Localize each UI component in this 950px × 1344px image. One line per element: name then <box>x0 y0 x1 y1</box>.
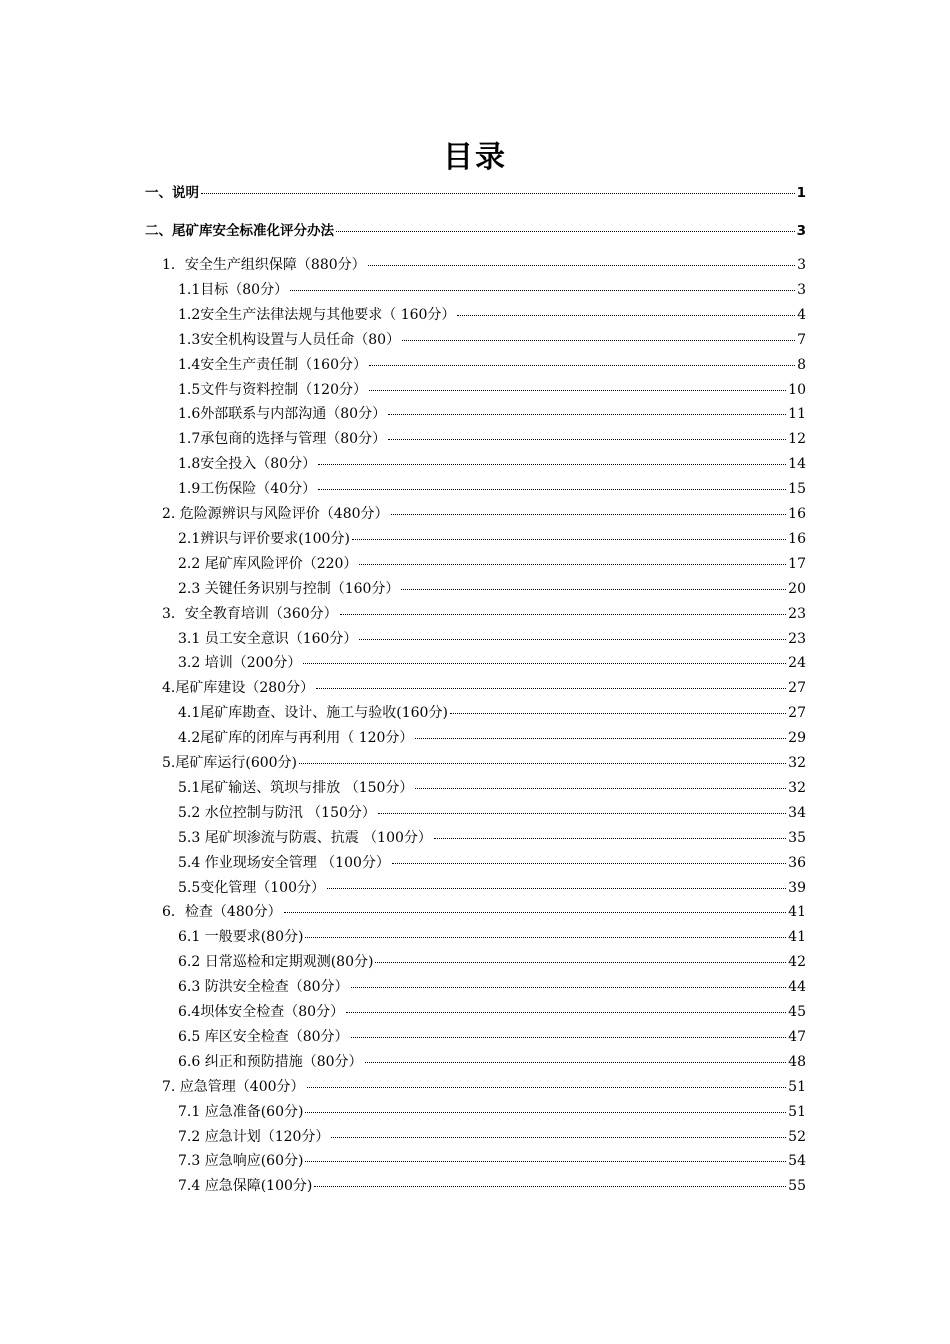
toc-entry-page: 23 <box>788 605 806 622</box>
toc-entry-page: 35 <box>788 829 806 846</box>
toc-entry-title: 6.4坝体安全检查（80分） <box>178 1004 345 1020</box>
toc-entry[interactable] <box>178 554 806 574</box>
toc-entry-title: 1.6外部联系与内部沟通（80分） <box>178 406 387 423</box>
toc-entry-page: 7 <box>797 331 806 348</box>
toc-entry-title: 4.2尾矿库的闭库与再利用（ 120分） <box>178 730 414 747</box>
toc-entry-title: 1.7承包商的选择与管理（80分） <box>178 431 387 448</box>
toc-leader-dots <box>369 365 795 366</box>
toc-entry[interactable] <box>162 753 806 773</box>
toc-entry-title: 7.3 应急响应(60分) <box>178 1153 304 1170</box>
toc-entry[interactable] <box>178 828 806 848</box>
toc-entry-title: 4.尾矿库建设（280分） <box>162 680 315 697</box>
toc-leader-dots <box>415 738 786 739</box>
toc-entry[interactable] <box>178 429 806 449</box>
toc-leader-dots <box>327 888 786 889</box>
toc-leader-dots <box>201 193 795 194</box>
toc-leader-dots <box>359 639 786 640</box>
toc-entry-title: 1.8安全投入（80分） <box>178 456 317 473</box>
toc-entry[interactable] <box>145 221 806 241</box>
toc-entry-title: 3.2 培训（200分） <box>178 655 302 672</box>
toc-entry-title: 2.1辨识与评价要求(100分) <box>178 530 350 547</box>
toc-entry-title: 一、说明 <box>145 185 199 201</box>
toc-entry-page: 41 <box>788 904 806 921</box>
toc-entry-title: 6.3 防洪安全检查（80分） <box>178 979 349 996</box>
toc-entry-title: 7. 应急管理（400分） <box>162 1078 305 1095</box>
toc-entry-page: 16 <box>788 506 806 522</box>
toc-entry-title: 5.5变化管理（100分） <box>178 879 325 896</box>
toc-entry[interactable] <box>178 454 806 474</box>
toc-entry-title: 7.4 应急保障(100分) <box>178 1178 313 1195</box>
toc-entry-title: 二、尾矿库安全标准化评分办法 <box>145 223 334 239</box>
toc-entry[interactable] <box>162 902 806 922</box>
toc-entry-title: 5.3 尾矿坝渗流与防震、抗震 （100分） <box>178 829 432 846</box>
toc-entry[interactable] <box>162 678 806 698</box>
toc-entry[interactable] <box>178 629 806 649</box>
toc-entry-page: 3 <box>796 223 806 239</box>
toc-entry[interactable] <box>162 1077 806 1097</box>
toc-leader-dots <box>284 912 787 913</box>
toc-leader-dots <box>434 838 786 839</box>
toc-entry-page: 12 <box>788 431 806 448</box>
toc-entry[interactable] <box>178 778 806 798</box>
toc-entry[interactable] <box>178 479 806 499</box>
toc-entry-page: 27 <box>788 705 806 722</box>
toc-entry-title: 5.1尾矿输送、筑坝与排放 （150分） <box>178 779 414 796</box>
toc-entry[interactable] <box>178 404 806 424</box>
toc-entry[interactable] <box>162 604 806 624</box>
toc-leader-dots <box>336 231 795 232</box>
toc-leader-dots <box>305 1112 786 1113</box>
toc-entry[interactable] <box>178 977 806 997</box>
toc-entry-page: 14 <box>788 456 806 473</box>
toc-entry[interactable] <box>178 853 806 873</box>
toc-entry-page: 23 <box>788 630 806 647</box>
toc-leader-dots <box>318 489 786 490</box>
toc-entry[interactable] <box>178 305 806 325</box>
toc-leader-dots <box>457 315 795 316</box>
toc-entry-page: 47 <box>788 1028 806 1045</box>
toc-entry-title: 6．检查（480分） <box>162 904 282 921</box>
toc-entry[interactable] <box>178 703 806 723</box>
toc-entry[interactable] <box>178 1127 806 1147</box>
toc-leader-dots <box>351 987 787 988</box>
toc-entry-page: 24 <box>788 655 806 672</box>
toc-entry-title: 6.2 日常巡检和定期观测(80分) <box>178 954 374 971</box>
toc-entry[interactable] <box>162 255 806 275</box>
toc-leader-dots <box>388 439 786 440</box>
toc-entry[interactable] <box>178 653 806 673</box>
toc-entry-page: 27 <box>788 680 806 697</box>
toc-entry[interactable] <box>178 330 806 350</box>
toc-entry[interactable] <box>178 529 806 549</box>
toc-leader-dots <box>368 265 795 266</box>
toc-entry-page: 52 <box>788 1128 806 1145</box>
toc-leader-dots <box>375 962 786 963</box>
toc-entry[interactable] <box>162 504 806 524</box>
toc-entry-title: 5.2 水位控制与防汛 （150分） <box>178 804 376 821</box>
toc-leader-dots <box>378 813 786 814</box>
toc-entry-title: 1.2安全生产法律法规与其他要求（ 160分） <box>178 306 456 323</box>
toc-leader-dots <box>365 1062 787 1063</box>
toc-entry[interactable] <box>178 1176 806 1196</box>
toc-leader-dots <box>359 564 786 565</box>
toc-entry-title: 2.3 关键任务识别与控制（160分） <box>178 580 400 597</box>
toc-leader-dots <box>346 1012 786 1013</box>
toc-entry-page: 45 <box>788 1004 806 1020</box>
toc-entry-title: 5.尾矿库运行(600分) <box>162 755 298 771</box>
toc-leader-dots <box>303 663 786 664</box>
toc-entry[interactable] <box>178 728 806 748</box>
toc-entry-title: 4.1尾矿库勘查、设计、施工与验收(160分) <box>178 705 448 722</box>
toc-entry-page: 36 <box>788 854 806 871</box>
toc-leader-dots <box>299 763 786 764</box>
toc-entry-page: 3 <box>797 257 806 273</box>
toc-entry-page: 29 <box>788 730 806 747</box>
toc-entry-page: 17 <box>788 555 806 572</box>
toc-entry-page: 10 <box>788 381 806 398</box>
toc-leader-dots <box>351 1037 787 1038</box>
toc-entry-page: 3 <box>797 281 806 298</box>
toc-entry-title: 7.1 应急准备(60分) <box>178 1103 304 1120</box>
toc-entry-title: 2.2 尾矿库风险评价（220） <box>178 555 358 572</box>
toc-leader-dots <box>331 1137 786 1138</box>
toc-leader-dots <box>388 414 786 415</box>
toc-entry[interactable] <box>178 280 806 300</box>
toc-leader-dots <box>307 1087 787 1088</box>
toc-leader-dots <box>318 464 786 465</box>
toc-entry-page: 54 <box>788 1153 806 1170</box>
toc-entry-title: 1.5文件与资料控制（120分） <box>178 381 367 398</box>
toc-entry-page: 11 <box>788 406 806 423</box>
toc-entry-page: 39 <box>788 879 806 896</box>
toc-entry-page: 51 <box>788 1103 806 1120</box>
toc-entry-page: 20 <box>788 580 806 597</box>
toc-entry-page: 8 <box>797 356 806 373</box>
toc-leader-dots <box>305 1161 786 1162</box>
toc-entry-page: 55 <box>788 1178 806 1195</box>
page-title: 目录 <box>443 140 507 175</box>
toc-entry-title: 3.1 员工安全意识（160分） <box>178 630 358 647</box>
toc-entry[interactable] <box>178 878 806 898</box>
toc-entry[interactable] <box>178 355 806 375</box>
toc-entry-title: 1.4安全生产责任制（160分） <box>178 356 367 373</box>
toc-leader-dots <box>402 340 795 341</box>
toc-entry-page: 42 <box>788 954 806 971</box>
toc-entry-page: 15 <box>788 481 806 498</box>
toc-entry[interactable] <box>178 579 806 599</box>
toc-entry[interactable] <box>178 1052 806 1072</box>
toc-entry-page: 32 <box>788 755 806 771</box>
toc-entry-page: 16 <box>788 530 806 547</box>
toc-entry-title: 2. 危险源辨识与风险评价（480分） <box>162 506 389 522</box>
toc-leader-dots <box>450 713 786 714</box>
toc-entry[interactable] <box>178 927 806 947</box>
toc-entry-page: 51 <box>788 1078 806 1095</box>
toc-entry-title: 6.1 一般要求(80分) <box>178 929 304 946</box>
toc-entry[interactable] <box>178 1151 806 1171</box>
toc-entry-title: 1．安全生产组织保障（880分） <box>162 257 366 273</box>
toc-entry-page: 32 <box>788 779 806 796</box>
toc-entry-title: 5.4 作业现场安全管理 （100分） <box>178 854 390 871</box>
toc-entry-page: 44 <box>788 979 806 996</box>
toc-entry-page: 48 <box>788 1053 806 1070</box>
toc-entry-title: 6.6 纠正和预防措施（80分） <box>178 1053 363 1070</box>
toc-entry[interactable] <box>145 183 806 203</box>
toc-entry-page: 41 <box>788 929 806 946</box>
toc-leader-dots <box>415 788 786 789</box>
toc-entry-title: 1.3安全机构设置与人员任命（80） <box>178 331 401 348</box>
toc-leader-dots <box>290 290 795 291</box>
toc-entry-title: 1.1目标（80分） <box>178 281 289 298</box>
toc-entry-page: 4 <box>797 306 806 323</box>
toc-entry[interactable] <box>178 380 806 400</box>
toc-entry-title: 1.9工伤保险（40分） <box>178 481 317 498</box>
toc-entry[interactable] <box>178 1102 806 1122</box>
toc-leader-dots <box>316 688 786 689</box>
toc-leader-dots <box>392 863 786 864</box>
toc-leader-dots <box>369 390 786 391</box>
toc-entry[interactable] <box>178 1002 806 1022</box>
toc-entry-title: 7.2 应急计划（120分） <box>178 1128 330 1145</box>
toc-leader-dots <box>314 1186 786 1187</box>
toc-entry-title: 3．安全教育培训（360分） <box>162 605 338 622</box>
toc-entry-title: 6.5 库区安全检查（80分） <box>178 1028 349 1045</box>
toc-leader-dots <box>305 937 786 938</box>
toc-leader-dots <box>352 539 786 540</box>
toc-entry[interactable] <box>178 952 806 972</box>
toc-entry-page: 1 <box>796 185 806 201</box>
toc-leader-dots <box>401 589 786 590</box>
toc-entry-page: 34 <box>788 804 806 821</box>
toc-entry[interactable] <box>178 1027 806 1047</box>
toc-leader-dots <box>340 614 787 615</box>
toc-leader-dots <box>391 514 787 515</box>
toc-entry[interactable] <box>178 803 806 823</box>
